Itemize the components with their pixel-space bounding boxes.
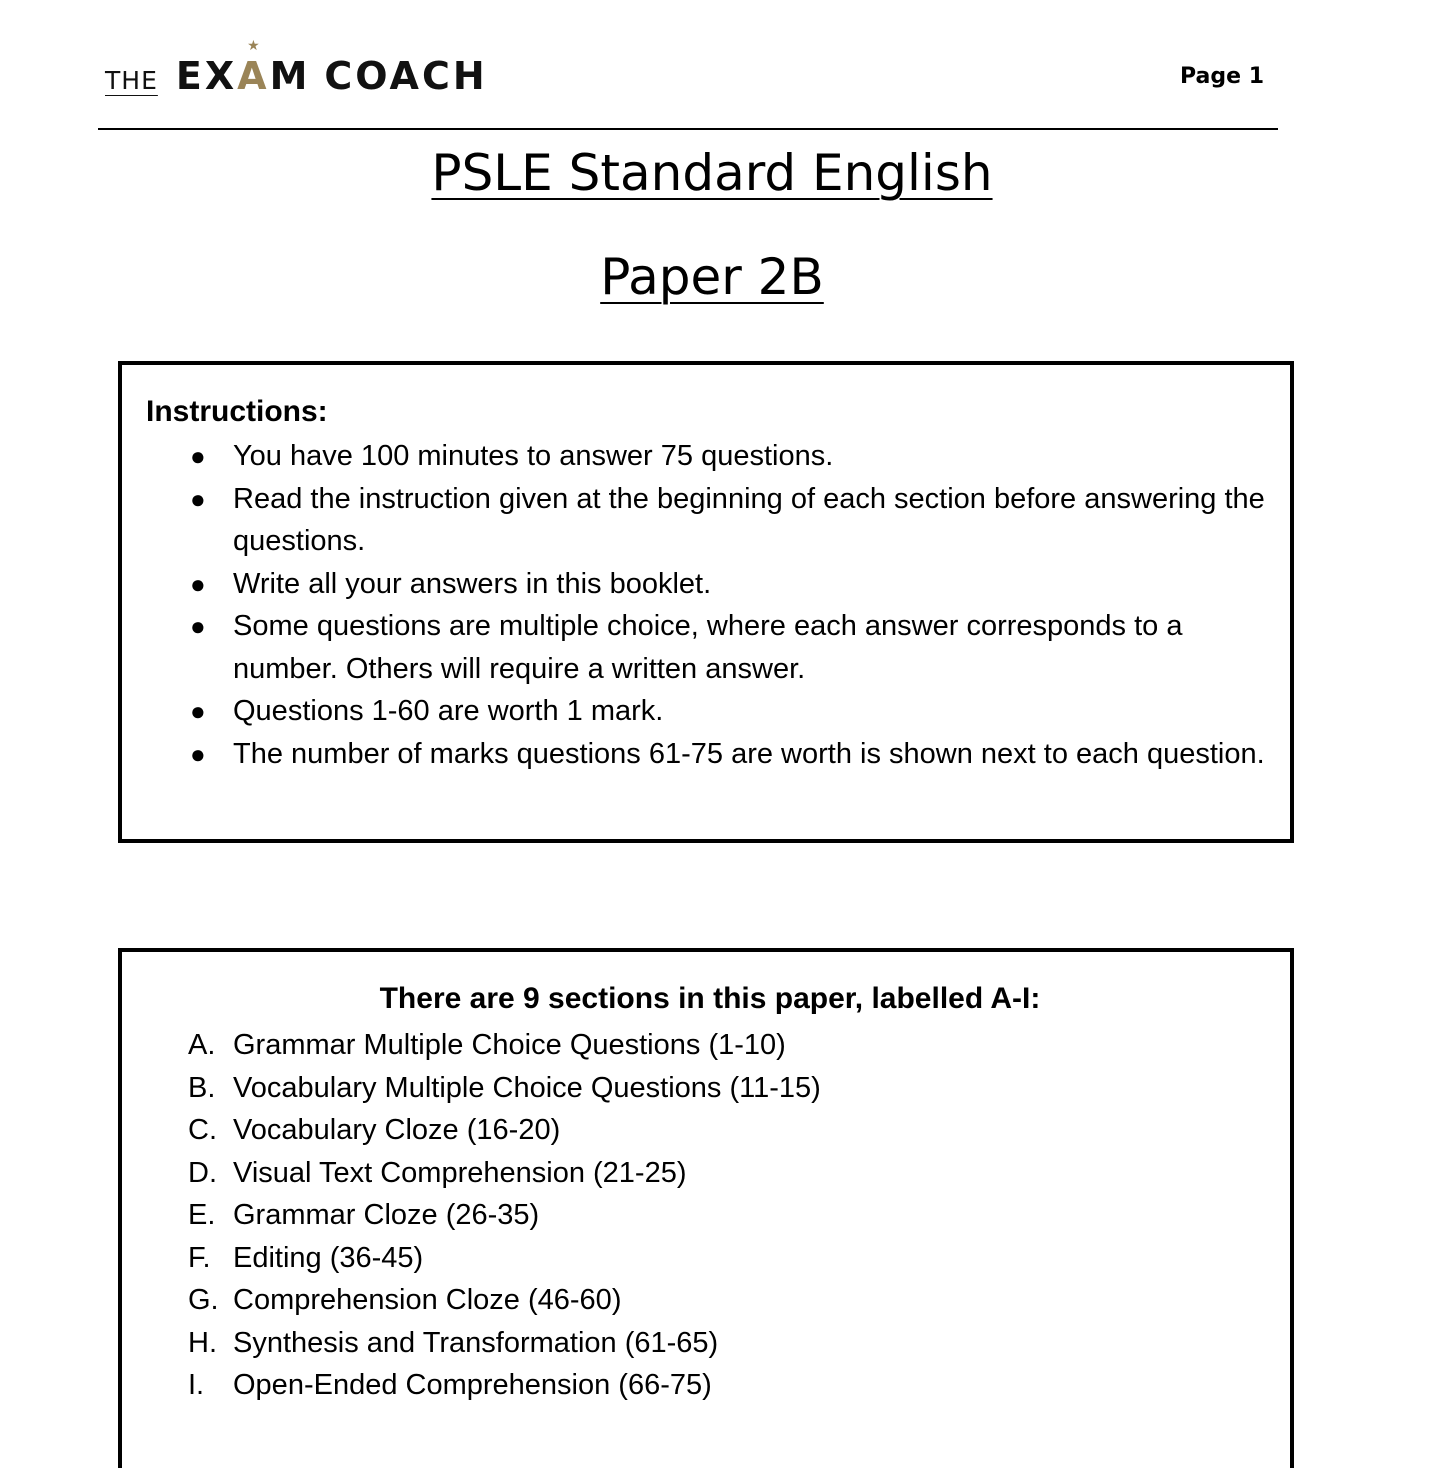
list-item: ● Write all your answers in this booklet.: [190, 563, 1280, 606]
list-item: ● Read the instruction given at the beginning of each section before answering the questions.: [190, 478, 1280, 563]
list-item: ● You have 100 minutes to answer 75 questions.: [190, 435, 1280, 478]
logo-ex-text: EX: [175, 54, 238, 98]
bullet-icon: ●: [190, 483, 206, 514]
section-label: Visual Text Comprehension (21-25): [233, 1156, 687, 1189]
logo-a-letter: ★ A: [237, 38, 270, 98]
list-item: [188, 1279, 821, 1322]
section-letter: G.: [188, 1284, 219, 1316]
bullet-icon: ●: [190, 611, 206, 641]
section-label: Comprehension Cloze (46-60): [233, 1284, 622, 1316]
instructions-box: [118, 361, 1294, 843]
section-letter: A.: [188, 1029, 216, 1061]
sections-heading: There are 9 sections in this paper, labelled A-I:: [379, 982, 1041, 1015]
section-label: Open-Ended Comprehension (66-75): [233, 1369, 712, 1401]
document-subtitle: Paper 2B: [600, 248, 824, 306]
star-icon: ★: [247, 38, 260, 54]
bullet-icon: ●: [190, 738, 206, 769]
section-letter: F.: [188, 1241, 211, 1274]
bullet-icon: ●: [190, 441, 206, 471]
sections-box: [118, 948, 1294, 1468]
list-item: ● Some questions are multiple choice, where each answer corresponds to a number. Others will require a written answer.: [190, 605, 1280, 690]
list-item: [188, 1237, 821, 1280]
section-label: Vocabulary Cloze (16-20): [233, 1114, 561, 1146]
section-letter: E.: [188, 1199, 216, 1231]
sections-list: [188, 1024, 821, 1407]
section-label: Vocabulary Multiple Choice Questions (11-15): [233, 1071, 821, 1104]
list-item: [188, 1364, 821, 1407]
document-title: PSLE Standard English: [431, 144, 993, 202]
page-number: Page 1: [1179, 64, 1264, 89]
list-item: [188, 1322, 821, 1365]
list-item: [188, 1024, 821, 1067]
list-item: [188, 1109, 821, 1152]
bullet-icon: ●: [190, 568, 206, 599]
logo-coach-text: COACH: [324, 54, 488, 98]
section-letter: C.: [188, 1114, 217, 1146]
list-item: [188, 1152, 821, 1195]
instructions-heading: Instructions:: [146, 395, 328, 428]
page-header: [98, 40, 1278, 130]
section-label: Grammar Cloze (26-35): [233, 1199, 540, 1231]
bullet-icon: ●: [190, 696, 206, 726]
section-letter: I.: [188, 1369, 205, 1401]
logo-the-text: THE: [105, 66, 158, 95]
logo-wordmark: [175, 38, 488, 98]
section-label: Editing (36-45): [233, 1241, 424, 1274]
section-letter: D.: [188, 1156, 217, 1189]
instructions-list: [190, 435, 1280, 775]
logo-m-text: M: [269, 54, 311, 98]
list-item: ● The number of marks questions 61-75 are worth is shown next to each question.: [190, 733, 1280, 776]
section-letter: H.: [188, 1326, 217, 1359]
section-label: Grammar Multiple Choice Questions (1-10): [233, 1029, 786, 1061]
exam-coach-logo: [105, 38, 488, 98]
list-item: [188, 1194, 821, 1237]
list-item: ● Questions 1-60 are worth 1 mark.: [190, 690, 1280, 733]
list-item: [188, 1067, 821, 1110]
section-letter: B.: [188, 1071, 216, 1104]
section-label: Synthesis and Transformation (61-65): [233, 1326, 719, 1359]
